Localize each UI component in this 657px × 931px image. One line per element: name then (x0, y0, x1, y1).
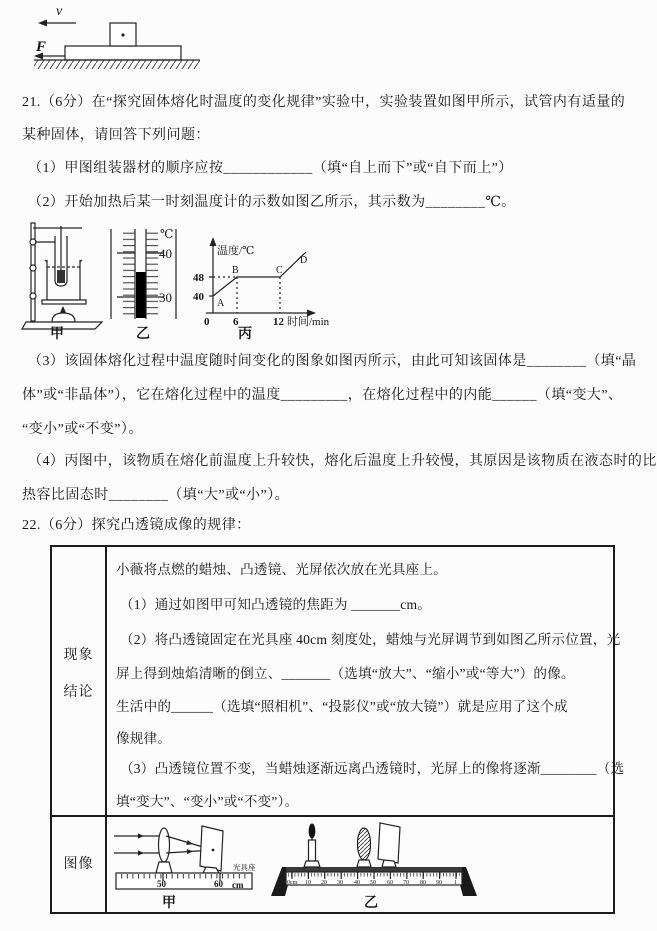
point-C: C (276, 265, 283, 276)
candle-flame-icon (309, 824, 316, 839)
x-tick-12: 12 (273, 316, 284, 328)
row1-label-phenomenon: 现象 (63, 648, 94, 663)
bench-ruler-label: 40 (354, 880, 360, 886)
figure-jia-caption: 甲 (50, 327, 65, 342)
y-axis-label: 温度/℃ (217, 245, 255, 257)
point-B: B (232, 265, 239, 276)
q22-line-8: 填“变大”、“变小”或“不变”）。 (116, 794, 299, 809)
clamp-ring (30, 265, 36, 271)
figure-bing-caption: 丙 (238, 327, 253, 342)
unit-label: ℃ (160, 227, 174, 241)
temperature-curve (213, 252, 306, 296)
row1-label-conclusion: 结论 (63, 685, 94, 700)
q22-line-4: 屏上得到烛焰清晰的倒立、_______（选填“放大”、“缩小”或“等大”）的像。 (116, 666, 575, 681)
force-label: F (36, 39, 47, 55)
screen (378, 823, 400, 863)
q22-line-7: （3）凸透镜位置不变，当蜡烛逐渐远离凸透镜时，光屏上的像将逐渐________（选 (120, 761, 625, 776)
block-dot (121, 33, 124, 36)
x-tick-6: 6 (233, 316, 239, 328)
melting-graph-figure (183, 233, 330, 333)
q21-line-5: （3）该固体熔化过程中温度随时间变化的图象如图丙所示，由此可知该固体是________（填“晶 (28, 354, 637, 369)
tick-marks (146, 232, 158, 316)
ruler-60: 60 (214, 879, 223, 889)
q21-line-4: （2）开始加热后某一时刻温度计的示数如图乙所示，其示数为________℃。 (28, 195, 516, 210)
table-row-divider (52, 815, 613, 817)
board (65, 46, 181, 60)
bench-ruler-label: 80 (420, 880, 426, 886)
q22-line-3: （2）将凸透镜固定在光具座 40cm 刻度处，蜡烛与光屏调节到如图乙所示位置，光 (120, 632, 621, 647)
stand-pole (31, 223, 35, 321)
bench-ruler-label: 90 (436, 880, 442, 886)
velocity-arrowhead-icon (38, 20, 47, 27)
ray-arrowhead-icon (138, 833, 144, 838)
candle-body (309, 840, 316, 861)
q22-line-1: 小薇将点燃的蜡烛、凸透镜、光屏依次放在光具座上。 (116, 562, 448, 577)
ray-arrowhead-icon (187, 849, 193, 855)
x-tick-0: 0 (204, 316, 210, 328)
q21-line-2: 某种固体，请回答下列问题： (22, 128, 210, 143)
y-axis-arrowhead-icon (210, 237, 217, 246)
table-column-divider (105, 547, 107, 912)
mercury-column (136, 272, 146, 318)
bench-ruler-label: 0cm (287, 880, 298, 886)
screen-holder (382, 860, 396, 867)
ruler-ticks (118, 874, 248, 879)
screen (200, 826, 223, 871)
tick-marks (123, 232, 135, 316)
friction-block-figure (18, 0, 233, 78)
row2-label-image: 图像 (63, 857, 94, 872)
alcohol-lamp (52, 313, 75, 322)
bench-ruler-label: 50 (370, 880, 376, 886)
q21-line-6: 体”或“非晶体”），它在熔化过程中的温度_________，在熔化过程中的内能______（填“变大”、 (22, 388, 623, 403)
bench-ruler-label: 70 (403, 880, 409, 886)
scale-40: 40 (159, 246, 172, 261)
q21-line-9: 热容比固态时________（填“大”或“小”）。 (22, 488, 290, 503)
q21-line-3: （1）甲图组装器材的顺序应按____________（填“自上而下”或“自下而上”） (28, 161, 513, 176)
ray-arrowhead-icon (138, 850, 144, 855)
lens-holder (357, 860, 371, 867)
convex-lens (358, 828, 371, 860)
thermometer-figure (103, 224, 191, 324)
x-axis-label: 时间/min (287, 316, 330, 328)
bench-ruler-label: 1 (454, 880, 457, 886)
bench-rail (286, 867, 462, 872)
y-tick-48: 48 (193, 272, 204, 284)
figure-yi-caption: 乙 (136, 327, 151, 342)
bench-ruler-label: 30 (337, 880, 343, 886)
q21-line-1: 21.（6分）在“探究固体熔化时温度的变化规律”实验中，实验装置如图甲所示，试管内有适量的 (22, 95, 626, 110)
bench-label: 光具座 (233, 863, 256, 872)
q22-line-5: 生活中的______（选填“照相机”、“投影仪”或“放大镜”）就是应用了这个成 (116, 699, 568, 714)
candle-holder (304, 861, 320, 867)
velocity-label: v (56, 4, 63, 19)
screen-holder (203, 867, 219, 873)
q21-line-7: “变小”或“不变”）。 (22, 422, 143, 437)
focal-point (212, 849, 215, 852)
q22-line-6: 像规律。 (116, 731, 172, 746)
ground-hatch (34, 60, 200, 69)
bench-ruler-label: 10 (305, 880, 311, 886)
lens-holder (156, 862, 172, 873)
convex-lens (159, 828, 170, 862)
table-figure-jia-caption: 甲 (162, 896, 177, 911)
bench-ruler-label: 60 (387, 880, 393, 886)
melting-apparatus-figure (22, 218, 107, 330)
clamp-ring (30, 293, 36, 299)
bench-ruler-label: 20 (321, 880, 327, 886)
y-tick-40: 40 (193, 291, 204, 303)
q22-intro: 22.（6分）探究凸透镜成像的规律： (22, 518, 251, 533)
q22-line-2: （1）通过如图甲可知凸透镜的焦距为 _______cm。 (120, 597, 432, 612)
optical-bench-figure (268, 818, 480, 902)
point-D: D (300, 255, 308, 266)
ruler-50: 50 (157, 879, 166, 889)
ruler-unit: cm (232, 880, 244, 890)
table-figure-yi-caption: 乙 (364, 896, 379, 911)
point-A: A (217, 298, 225, 309)
scale-30: 30 (159, 290, 172, 305)
q21-line-8: （4）丙图中，该物质在熔化前温度上升较快，熔化后温度上升较慢，其原因是该物质在液态时的比 (28, 454, 657, 469)
iron-ring-plate (42, 300, 86, 304)
solid-sample (57, 270, 65, 283)
focal-length-figure (110, 820, 258, 904)
